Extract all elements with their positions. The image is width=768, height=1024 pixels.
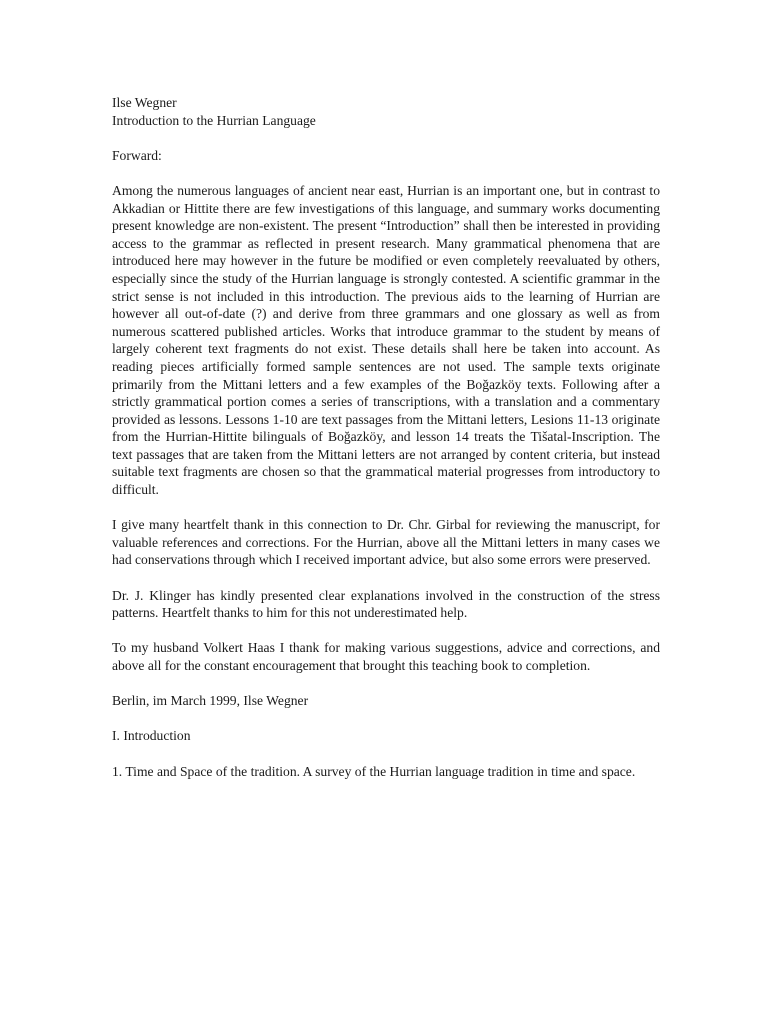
acknowledgement-haas: To my husband Volkert Haas I thank for making various suggestions, advice and corrections, and above all for the constant encouragement that brought this teaching book to completion. xyxy=(112,640,660,673)
forward-paragraph-main: Among the numerous languages of ancient near east, Hurrian is an important one, but in contrast to Akkadian or Hittite there are few investigations of this language, and summary works documenting present knowledge are non-existent. The present “Introduction” shall then be interested in providing access to the grammar as reflected in present research. Many grammatical phenomena that are introduced here may however in the future be modified or even completely reevaluated by others, especially since the study of the Hurrian language is strongly contested. A scientific grammar in the strict sense is not included in this introduction. The previous aids to the learning of Hurrian are however all out-of-date (?) and derive from three grammars and one glossary as well as from numerous scattered published articles. Works that introduce grammar to the student by means of largely coherent text fragments do not exist. These details shall here be taken into account. As reading pieces artificially formed sample sentences are not used. The sample texts originate primarily from the Mittani letters and a few examples of the Boğazköy texts. Following after a strictly grammatical portion comes a series of transcriptions, with a translation and a commentary provided as lessons. Lessons 1-10 are text passages from the Mittani letters, Lesions 11-13 originate from the Hurrian-Hittite bilinguals of Boğazköy, and lesson 14 treats the Tišatal-Inscription. The text passages that are taken from the Mittani letters are not arranged by content criteria, but instead suitable text fragments are chosen so that the grammatical material progresses from introductory to difficult. xyxy=(112,182,660,498)
section-heading: I. Introduction xyxy=(112,728,191,744)
document-title: Introduction to the Hurrian Language xyxy=(112,112,316,128)
acknowledgement-girbal: I give many heartfelt thank in this connection to Dr. Chr. Girbal for reviewing the manuscript, for valuable references and corrections. For the Hurrian, above all the Mittani letters in many cases we had conservations through which I received important advice, but also some errors were preserved. xyxy=(112,517,660,568)
author-name: Ilse Wegner xyxy=(112,95,177,110)
subsection-heading: 1. Time and Space of the tradition. A survey of the Hurrian language tradition in time and space. xyxy=(112,763,636,779)
forward-heading: Forward: xyxy=(112,147,162,163)
document-page xyxy=(112,94,660,798)
signature-line: Berlin, im March 1999, Ilse Wegner xyxy=(112,693,309,709)
acknowledgement-klinger: Dr. J. Klinger has kindly presented clear explanations involved in the construction of the stress patterns. Heartfelt thanks to him for this not underestimated help. xyxy=(112,587,660,621)
spacer xyxy=(112,129,660,147)
